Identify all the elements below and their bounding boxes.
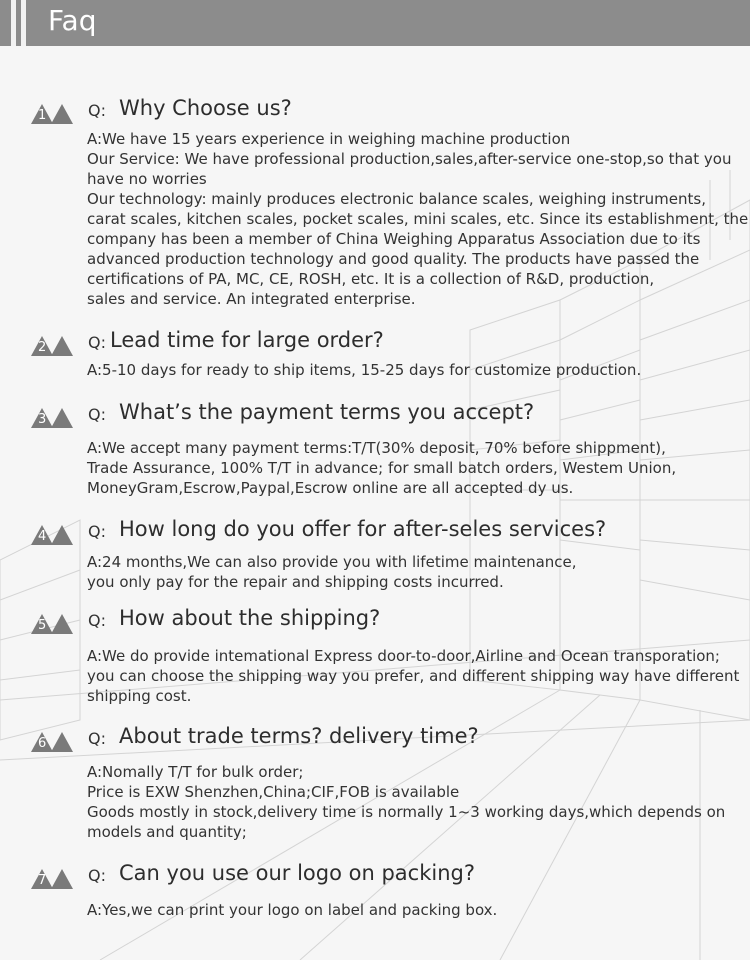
answer-line: MoneyGram,Escrow,Paypal,Escrow online are all accepted dy us. [87,479,574,497]
faq-header [0,0,750,46]
answer-line: A:Yes,we can print your logo on label and packing box. [87,901,498,919]
answer-line: Goods mostly in stock,delivery time is normally 1~3 working days,which depends on [87,803,726,821]
question-label: Q: [88,101,106,120]
answer-line: carat scales, kitchen scales, pocket scales, mini scales, etc. Since its establishment, the [87,210,749,228]
answer-line: Our technology: mainly produces electronic balance scales, weighing instruments, [87,190,706,208]
answer-line: A:We accept many payment terms:T/T(30% deposit, 70% before shippment), [87,439,666,457]
answer-line: A:We have 15 years experience in weighing machine production [87,130,571,148]
answer-line: company has been a member of China Weighing Apparatus Association due to its [87,230,701,248]
badge-number: 2 [38,340,47,355]
answer-line: sales and service. An integrated enterprise. [87,290,416,308]
question-label: Q: [88,405,106,424]
question-text: About trade terms? delivery time? [119,724,479,748]
header-stripe [21,0,26,46]
answer-line: A:We do provide intemational Express door-to-door,Airline and Ocean transporation; [87,647,720,665]
answer-line: you only pay for the repair and shipping costs incurred. [87,573,504,591]
badge-number: 6 [38,736,47,751]
answer-text [87,552,727,592]
answer-line: A:24 months,We can also provide you with lifetime maintenance, [87,553,577,571]
answer-text [87,762,727,842]
badge-number: 4 [38,529,47,544]
badge-number: 3 [38,412,47,427]
answer-text [87,900,727,920]
answer-line: you can choose the shipping way you prefer, and different shipping way have different [87,667,740,685]
question-text: Lead time for large order? [110,328,384,352]
answer-text [87,646,740,706]
answer-text [87,438,727,498]
question-text: What’s the payment terms you accept? [119,400,535,424]
badge-number: 5 [38,618,47,633]
answer-line: certifications of PA, MC, CE, ROSH, etc. It is a collection of R&D, production, [87,270,655,288]
question-label: Q: [88,729,106,748]
answer-line: have no worries [87,170,207,188]
answer-line: Price is EXW Shenzhen,China;CIF,FOB is available [87,783,460,801]
question-label: Q: [88,522,106,541]
question-label: Q: [88,866,106,885]
question-label: Q: [88,333,106,352]
answer-text [87,129,749,309]
question-text: How about the shipping? [119,606,381,630]
question-label: Q: [88,611,106,630]
answer-line: A:Nomally T/T for bulk order; [87,763,304,781]
question-text: Can you use our logo on packing? [119,861,475,885]
question-text: Why Choose us? [119,96,292,120]
answer-line: models and quantity; [87,823,247,841]
answer-line: Trade Assurance, 100% T/T in advance; for small batch orders, Westem Union, [87,459,677,477]
answer-line: Our Service: We have professional production,sales,after-service one-stop,so that you [87,150,732,168]
question-text: How long do you offer for after-seles services? [119,517,607,541]
header-title: Faq [48,4,97,37]
badge-number: 7 [38,873,47,888]
answer-line: shipping cost. [87,687,192,705]
answer-line: A:5-10 days for ready to ship items, 15-25 days for customize production. [87,361,642,379]
answer-line: advanced production technology and good quality. The products have passed the [87,250,700,268]
answer-text [87,360,727,380]
badge-number: 1 [38,108,47,123]
header-stripe [11,0,16,46]
